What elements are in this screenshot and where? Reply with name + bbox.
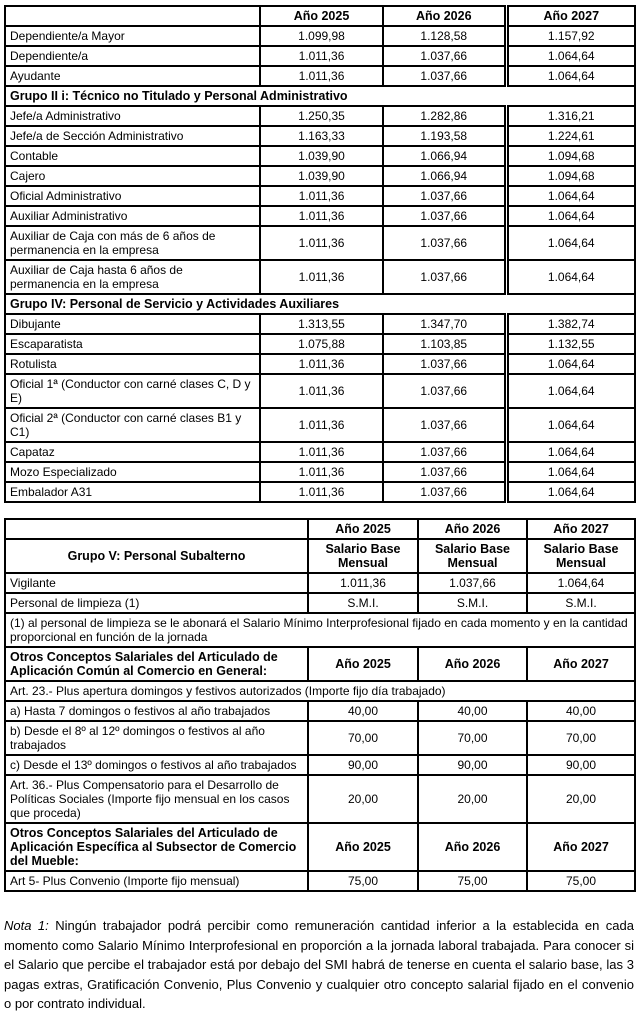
value-cell: 40,00 [308,701,418,721]
row-label: Contable [5,146,260,166]
value-cell: 40,00 [418,701,527,721]
value-cell: 1.037,66 [383,442,506,462]
value-cell: 1.011,36 [260,462,383,482]
value-cell: 1.011,36 [260,408,383,442]
row-label: Otros Conceptos Salariales del Articulado de Aplicación Común al Comercio en General: [5,647,308,681]
group-title-row [5,86,635,106]
value-cell: 1.037,66 [383,374,506,408]
value-cell: 1.039,90 [260,166,383,186]
spanning-text: Art. 23.- Plus apertura domingos y festivos autorizados (Importe fijo día trabajado) [5,681,635,701]
value-cell: 20,00 [418,775,527,823]
data-row [5,126,635,146]
value-cell: S.M.I. [308,593,418,613]
value-cell: 1.037,66 [418,573,527,593]
row-label: Auxiliar de Caja con más de 6 años de permanencia en la empresa [5,226,260,260]
value-cell: 70,00 [527,721,635,755]
value-cell: 1.282,86 [383,106,506,126]
data-row [5,408,635,442]
value-cell: 1.037,66 [383,408,506,442]
value-cell: 1.064,64 [506,354,635,374]
value-cell: 1.066,94 [383,146,506,166]
group-title: Grupo IV: Personal de Servicio y Actividades Auxiliares [5,294,635,314]
value-cell: 1.064,64 [506,206,635,226]
data-row [5,46,635,66]
value-cell: 1.250,35 [260,106,383,126]
value-cell: 1.382,74 [506,314,635,334]
value-cell: 1.193,58 [383,126,506,146]
year-header-cell: Año 2026 [418,647,527,681]
data-row [5,593,635,613]
value-cell: 1.313,55 [260,314,383,334]
value-cell: 1.064,64 [506,186,635,206]
value-cell: 1.011,36 [260,46,383,66]
value-cell: 1.163,33 [260,126,383,146]
row-label: Escaparatista [5,334,260,354]
data-row [5,334,635,354]
value-cell: 1.064,64 [506,408,635,442]
value-cell: 20,00 [308,775,418,823]
row-label: Dependiente/a Mayor [5,26,260,46]
row-label: Auxiliar Administrativo [5,206,260,226]
row-label [5,6,260,26]
row-label: Jefe/a Administrativo [5,106,260,126]
value-cell: 75,00 [308,871,418,891]
value-cell: 1.064,64 [527,573,635,593]
row-label: Ayudante [5,66,260,86]
value-cell: 1.039,90 [260,146,383,166]
value-cell: 1.011,36 [260,186,383,206]
year-header-cell: Año 2025 [308,647,418,681]
note-paragraph [4,916,634,1014]
value-cell: 1.064,64 [506,260,635,294]
row-label: Jefe/a de Sección Administrativo [5,126,260,146]
document-page [4,5,634,1014]
value-cell: 1.011,36 [260,206,383,226]
data-row [5,482,635,502]
value-cell: 1.064,64 [506,482,635,502]
value-cell: 70,00 [418,721,527,755]
value-cell: 1.011,36 [260,226,383,260]
row-label: c) Desde el 13º domingos o festivos al año trabajados [5,755,308,775]
group-title: Grupo II i: Técnico no Titulado y Personal Administrativo [5,86,635,106]
data-row [5,106,635,126]
salary-table-groups [4,5,636,503]
value-cell: 1.128,58 [383,26,506,46]
value-cell: 1.103,85 [383,334,506,354]
data-row [5,871,635,891]
value-cell: S.M.I. [527,593,635,613]
data-row [5,226,635,260]
value-cell: 90,00 [527,755,635,775]
value-cell: 1.099,98 [260,26,383,46]
value-cell: 1.037,66 [383,354,506,374]
value-cell: 1.011,36 [260,374,383,408]
row-label: Embalador A31 [5,482,260,502]
data-row [5,462,635,482]
value-cell: 1.132,55 [506,334,635,354]
row-label: Vigilante [5,573,308,593]
row-label: Grupo V: Personal Subalterno [5,539,308,573]
row-label: Dependiente/a [5,46,260,66]
year-header-cell: Año 2027 [527,519,635,539]
row-label: Otros Conceptos Salariales del Articulado de Aplicación Específica al Subsector de Comercio del Mueble: [5,823,308,871]
year-header-cell: Año 2026 [383,6,506,26]
value-cell: 1.094,68 [506,166,635,186]
value-cell: 40,00 [527,701,635,721]
row-label: Art 5- Plus Convenio (Importe fijo mensual) [5,871,308,891]
salary-table-subalterno-otros-conceptos [4,518,636,892]
data-row [5,314,635,334]
full-width-row [5,613,635,647]
row-label: Oficial 2ª (Conductor con carné clases B1 y C1) [5,408,260,442]
year-header-cell: Año 2027 [527,647,635,681]
value-cell: Salario Base Mensual [527,539,635,573]
value-cell: 20,00 [527,775,635,823]
row-label: Personal de limpieza (1) [5,593,308,613]
value-cell: 1.037,66 [383,186,506,206]
row-label [5,519,308,539]
data-row [5,701,635,721]
salary-table-subalterno-body [5,519,635,891]
data-row [5,721,635,755]
data-row [5,573,635,593]
value-cell: 1.347,70 [383,314,506,334]
value-cell: 1.064,64 [506,374,635,408]
value-cell: 1.037,66 [383,66,506,86]
value-cell: 1.066,94 [383,166,506,186]
row-label: Dibujante [5,314,260,334]
data-row [5,186,635,206]
year-header-cell: Año 2025 [308,823,418,871]
value-cell: 1.037,66 [383,462,506,482]
value-cell: Salario Base Mensual [308,539,418,573]
value-cell: 1.094,68 [506,146,635,166]
value-cell: 1.037,66 [383,226,506,260]
value-cell: 70,00 [308,721,418,755]
data-row [5,354,635,374]
year-header-cell: Año 2026 [418,823,527,871]
value-cell: 90,00 [308,755,418,775]
value-cell: 1.037,66 [383,46,506,66]
value-cell: 75,00 [418,871,527,891]
year-header-row [5,6,635,26]
value-cell: 1.064,64 [506,442,635,462]
data-row [5,775,635,823]
data-row [5,166,635,186]
row-label: Cajero [5,166,260,186]
group-title-row [5,294,635,314]
row-label: b) Desde el 8º al 12º domingos o festivos al año trabajados [5,721,308,755]
data-row [5,260,635,294]
group-header-row [5,539,635,573]
value-cell: 1.011,36 [260,260,383,294]
data-row [5,442,635,462]
value-cell: S.M.I. [418,593,527,613]
value-cell: 75,00 [527,871,635,891]
value-cell: 1.011,36 [308,573,418,593]
value-cell: 1.011,36 [260,442,383,462]
value-cell: 1.224,61 [506,126,635,146]
row-label: Mozo Especializado [5,462,260,482]
value-cell: 90,00 [418,755,527,775]
data-row [5,146,635,166]
value-cell: 1.064,64 [506,226,635,260]
value-cell: 1.064,64 [506,66,635,86]
data-row [5,66,635,86]
value-cell: 1.011,36 [260,482,383,502]
row-label: Art. 36.- Plus Compensatorio para el Desarrollo de Políticas Sociales (Importe fijo mensual en los casos que proceda) [5,775,308,823]
year-header-cell: Año 2027 [527,823,635,871]
data-row [5,755,635,775]
spanning-text: (1) al personal de limpieza se le abonará el Salario Mínimo Interprofesional fijado en cada momento y en la cantidad proporcional en función de la jornada [5,613,635,647]
year-header-cell: Año 2026 [418,519,527,539]
section-header-row [5,823,635,871]
value-cell: 1.075,88 [260,334,383,354]
value-cell: 1.011,36 [260,66,383,86]
value-cell: 1.157,92 [506,26,635,46]
value-cell: 1.064,64 [506,46,635,66]
row-label: Auxiliar de Caja hasta 6 años de permanencia en la empresa [5,260,260,294]
full-width-row [5,681,635,701]
row-label: Oficial Administrativo [5,186,260,206]
value-cell: 1.316,21 [506,106,635,126]
value-cell: 1.037,66 [383,482,506,502]
note-label: Nota 1: [4,918,49,933]
value-cell: 1.064,64 [506,462,635,482]
year-header-cell: Año 2025 [260,6,383,26]
value-cell: Salario Base Mensual [418,539,527,573]
year-header-row [5,519,635,539]
salary-table-groups-body [5,6,635,502]
section-header-row [5,647,635,681]
row-label: Capataz [5,442,260,462]
data-row [5,206,635,226]
row-label: Rotulista [5,354,260,374]
row-label: a) Hasta 7 domingos o festivos al año trabajados [5,701,308,721]
value-cell: 1.011,36 [260,354,383,374]
row-label: Oficial 1ª (Conductor con carné clases C, D y E) [5,374,260,408]
year-header-cell: Año 2027 [506,6,635,26]
value-cell: 1.037,66 [383,260,506,294]
year-header-cell: Año 2025 [308,519,418,539]
data-row [5,26,635,46]
value-cell: 1.037,66 [383,206,506,226]
data-row [5,374,635,408]
note-text: Ningún trabajador podrá percibir como remuneración cantidad inferior a la establecida en cada momento como Salario Mínimo Interprofesional en proporción a la jornada laboral trabajada. Para conocer si el Salario que percibe el trabajador está por debajo del SMI habrá de tenerse en cuenta el salario base, las 3 pagas extras, Gratificación Convenio, Plus Convenio y cualquier otro concepto salarial fijado en el convenio o por contrato individual. [4,918,634,1011]
